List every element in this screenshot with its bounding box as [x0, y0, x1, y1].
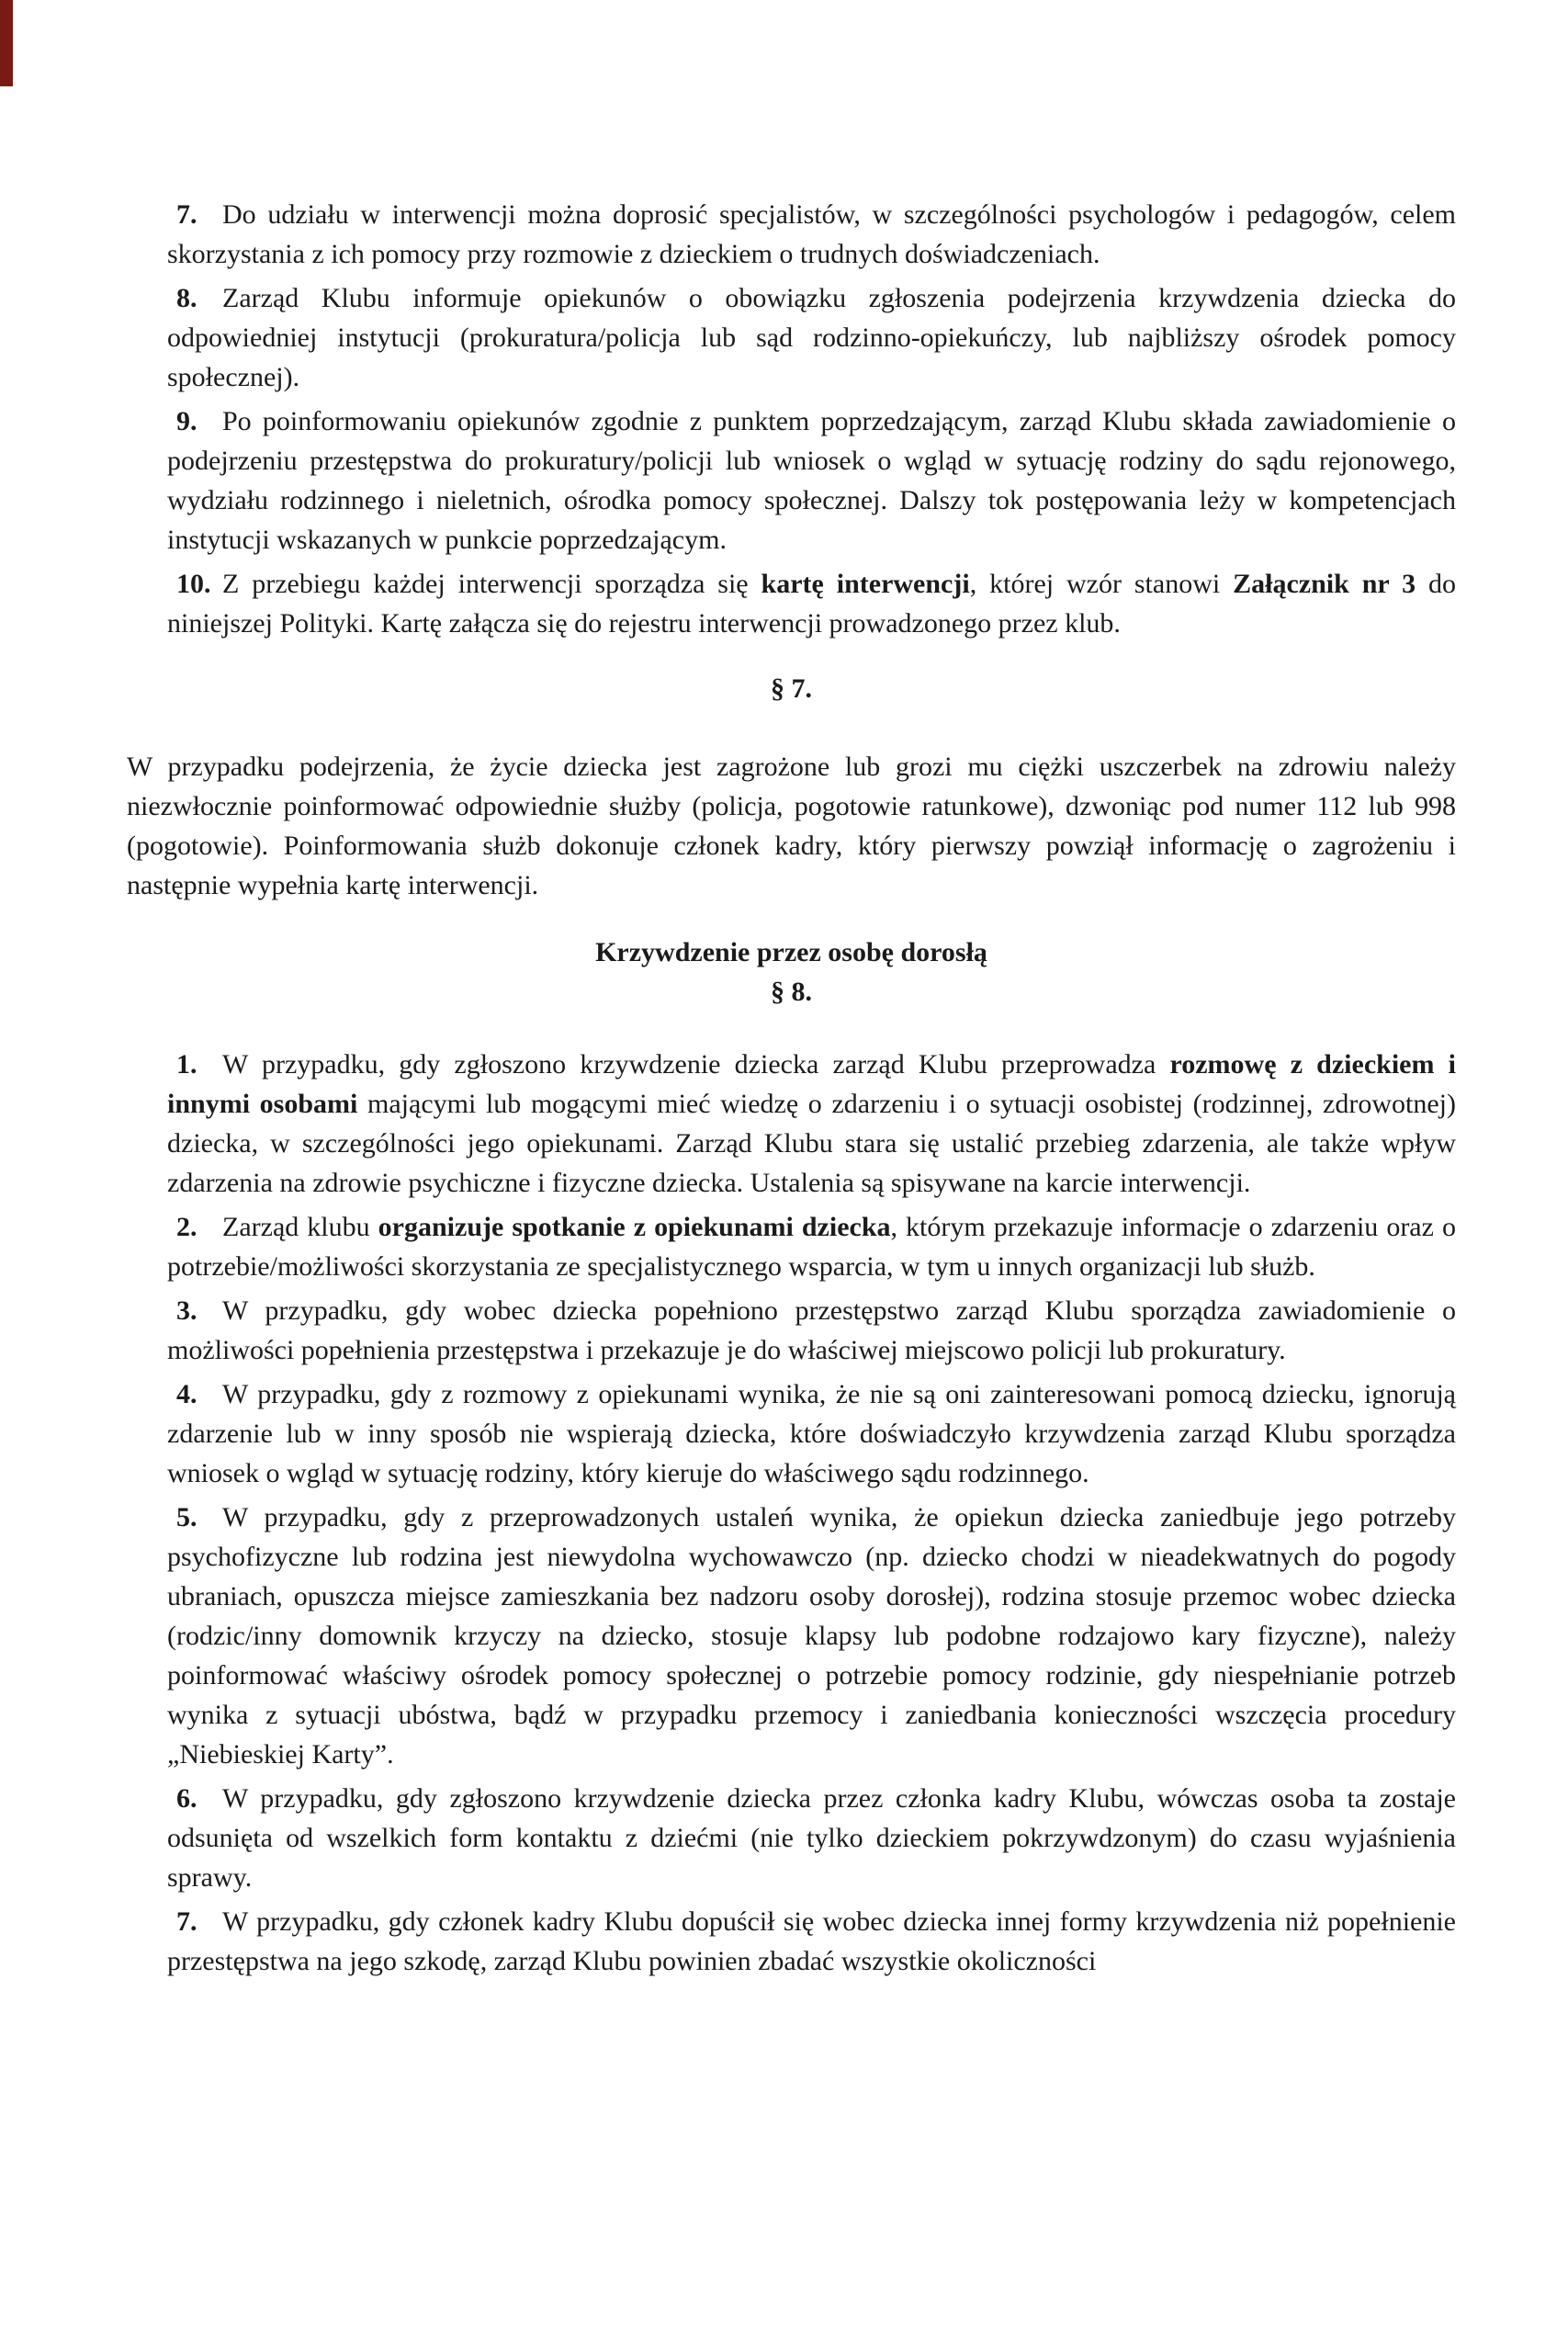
list-item-number: 7. — [176, 1906, 197, 1937]
list-item-number: 5. — [176, 1502, 197, 1532]
emphasis-text: rozmowę z dzieckiem i innymi osobami — [167, 1049, 1456, 1119]
ordered-list-items-1-7 — [127, 1045, 1456, 1981]
list-item — [127, 278, 1456, 397]
body-text: Zarząd klubu — [222, 1212, 378, 1242]
list-item — [127, 564, 1456, 643]
body-text: Po poinformowaniu opiekunów zgodnie z punktem poprzedzającym, zarząd Klubu składa zawiadomienie o podejrzeniu przestępstwa do prokuratury/policji lub wniosek o wgląd w sytuację rodziny do sądu rejonowego, wydziału rodzinnego i nieletnich, ośrodka pomocy społecznej. Dalszy tok postępowania leży w kompetencjach instytucji wskazanych w punkcie poprzedzającym. — [167, 406, 1456, 555]
page-content — [127, 195, 1456, 1985]
body-text: W przypadku, gdy członek kadry Klubu dopuścił się wobec dziecka innej formy krzywdzenia niż popełnienie przestępstwa na jego szkodę, zarząd Klubu powinien zbadać wszystkie okoliczności — [167, 1906, 1456, 1976]
body-text: W przypadku, gdy zgłoszono krzywdzenie dziecka zarząd Klubu przeprowadza — [222, 1049, 1170, 1080]
body-text: W przypadku, gdy zgłoszono krzywdzenie dziecka przez członka kadry Klubu, wówczas osoba ta zostaje odsunięta od wszelkich form kontaktu z dziećmi (nie tylko dzieckiem pokrzywdzonym) do czasu wyjaśnienia sprawy. — [167, 1783, 1456, 1893]
list-item-number: 4. — [176, 1379, 197, 1409]
list-item-number: 9. — [176, 406, 197, 436]
body-text: mającymi lub mogącymi mieć wiedzę o zdarzeniu i o sytuacji osobistej (rodzinnej, zdrowotnej) dziecka, w szczególności jego opiekunami. Zarząd Klubu stara się ustalić przebieg zdarzenia, ale także wpływ zdarzenia na zdrowie psychiczne i fizyczne dziecka. Ustalenia są spisywane na karcie interwencji. — [167, 1089, 1456, 1198]
section-7-heading: § 7. — [771, 673, 812, 704]
body-text: , którym przekazuje informacje o zdarzeniu oraz o potrzebie/możliwości skorzystania ze specjalistycznego wsparcia, w tym u innych organizacji lub służb. — [167, 1212, 1456, 1282]
list-item — [127, 195, 1456, 274]
list-item-number: 2. — [176, 1212, 197, 1242]
body-text: W przypadku, gdy z przeprowadzonych ustaleń wynika, że opiekun dziecka zaniedbuje jego potrzeby psychofizyczne lub rodzina jest niewydolna wychowawczo (np. dziecko chodzi w nieadekwatnych do pogody ubraniach, opuszcza miejsce zamieszkania bez nadzoru osoby dorosłej), rodzina stosuje przemoc wobec dziecka (rodzic/inny domownik krzyczy na dziecko, stosuje klapsy lub podobne rodzajowo kary fizyczne), należy poinformować właściwy ośrodek pomocy społecznej o potrzebie pomocy rodzinie, gdy niespełnianie potrzeb wynika z sytuacji ubóstwa, bądź w przypadku przemocy i zaniedbania konieczności wszczęcia procedury „Niebieskiej Karty”. — [167, 1502, 1456, 1770]
list-item — [127, 1291, 1456, 1370]
red-scan-mark — [0, 0, 13, 86]
emphasis-text: kartę interwencji — [761, 569, 970, 599]
body-text: , której wzór stanowi — [969, 569, 1234, 599]
list-item — [127, 1374, 1456, 1493]
body-text: Do udziału w interwencji można doprosić specjalistów, w szczególności psychologów i pedagogów, celem skorzystania z ich pomocy przy rozmowie z dzieckiem o trudnych doświadczeniach. — [167, 199, 1456, 269]
section-7-paragraph: W przypadku podejrzenia, że życie dziecka jest zagrożone lub grozi mu ciężki uszczerbek na zdrowiu należy niezwłocznie poinformować odpowiednie służby (policja, pogotowie ratunkowe), dzwoniąc pod numer 112 lub 998 (pogotowie). Poinformowania służb dokonuje członek kadry, który pierwszy powziął informację o zagrożeniu i następnie wypełnia kartę interwencji. — [127, 752, 1456, 900]
list-item — [127, 1498, 1456, 1774]
list-item-number: 3. — [176, 1295, 197, 1326]
list-item — [127, 1045, 1456, 1203]
list-item-number: 1. — [176, 1049, 197, 1080]
section-8-title: Krzywdzenie przez osobę dorosłą — [595, 937, 987, 967]
emphasis-text: Załącznik nr 3 — [1233, 569, 1416, 599]
body-text: W przypadku, gdy z rozmowy z opiekunami wynika, że nie są oni zainteresowani pomocą dziecku, ignorują zdarzenie lub w inny sposób nie wspierają dziecka, które doświadczyło krzywdzenia zarząd Klubu sporządza wniosek o wgląd w sytuację rodziny, który kieruje do właściwego sądu rodzinnego. — [167, 1379, 1456, 1488]
section-8-header — [127, 933, 1456, 1012]
body-text: Zarząd Klubu informuje opiekunów o obowiązku zgłoszenia podejrzenia krzywdzenia dziecka do odpowiedniej instytucji (prokuratura/policja lub sąd rodzinno-opiekuńczy, lub najbliższy ośrodek pomocy społecznej). — [167, 283, 1456, 392]
emphasis-text: organizuje spotkanie z opiekunami dziecka — [378, 1212, 891, 1242]
body-text: Z przebiegu każdej interwencji sporządza się — [222, 569, 761, 599]
list-item-number: 6. — [176, 1783, 197, 1814]
list-item-number: 7. — [176, 199, 197, 230]
list-item — [127, 401, 1456, 560]
list-item-number: 8. — [176, 283, 197, 313]
list-item — [127, 1902, 1456, 1981]
ordered-list-items-7-10 — [127, 195, 1456, 643]
body-text: W przypadku, gdy wobec dziecka popełniono przestępstwo zarząd Klubu sporządza zawiadomienie o możliwości popełnienia przestępstwa i przekazuje je do właściwej miejscowo policji lub prokuratury. — [167, 1295, 1456, 1365]
body-text: do niniejszej Polityki. Kartę załącza się do rejestru interwencji prowadzonego przez klub. — [167, 569, 1457, 639]
list-item-number: 10. — [176, 569, 211, 599]
list-item — [127, 1779, 1456, 1897]
list-item — [127, 1207, 1456, 1286]
section-8-heading: § 8. — [771, 977, 812, 1007]
